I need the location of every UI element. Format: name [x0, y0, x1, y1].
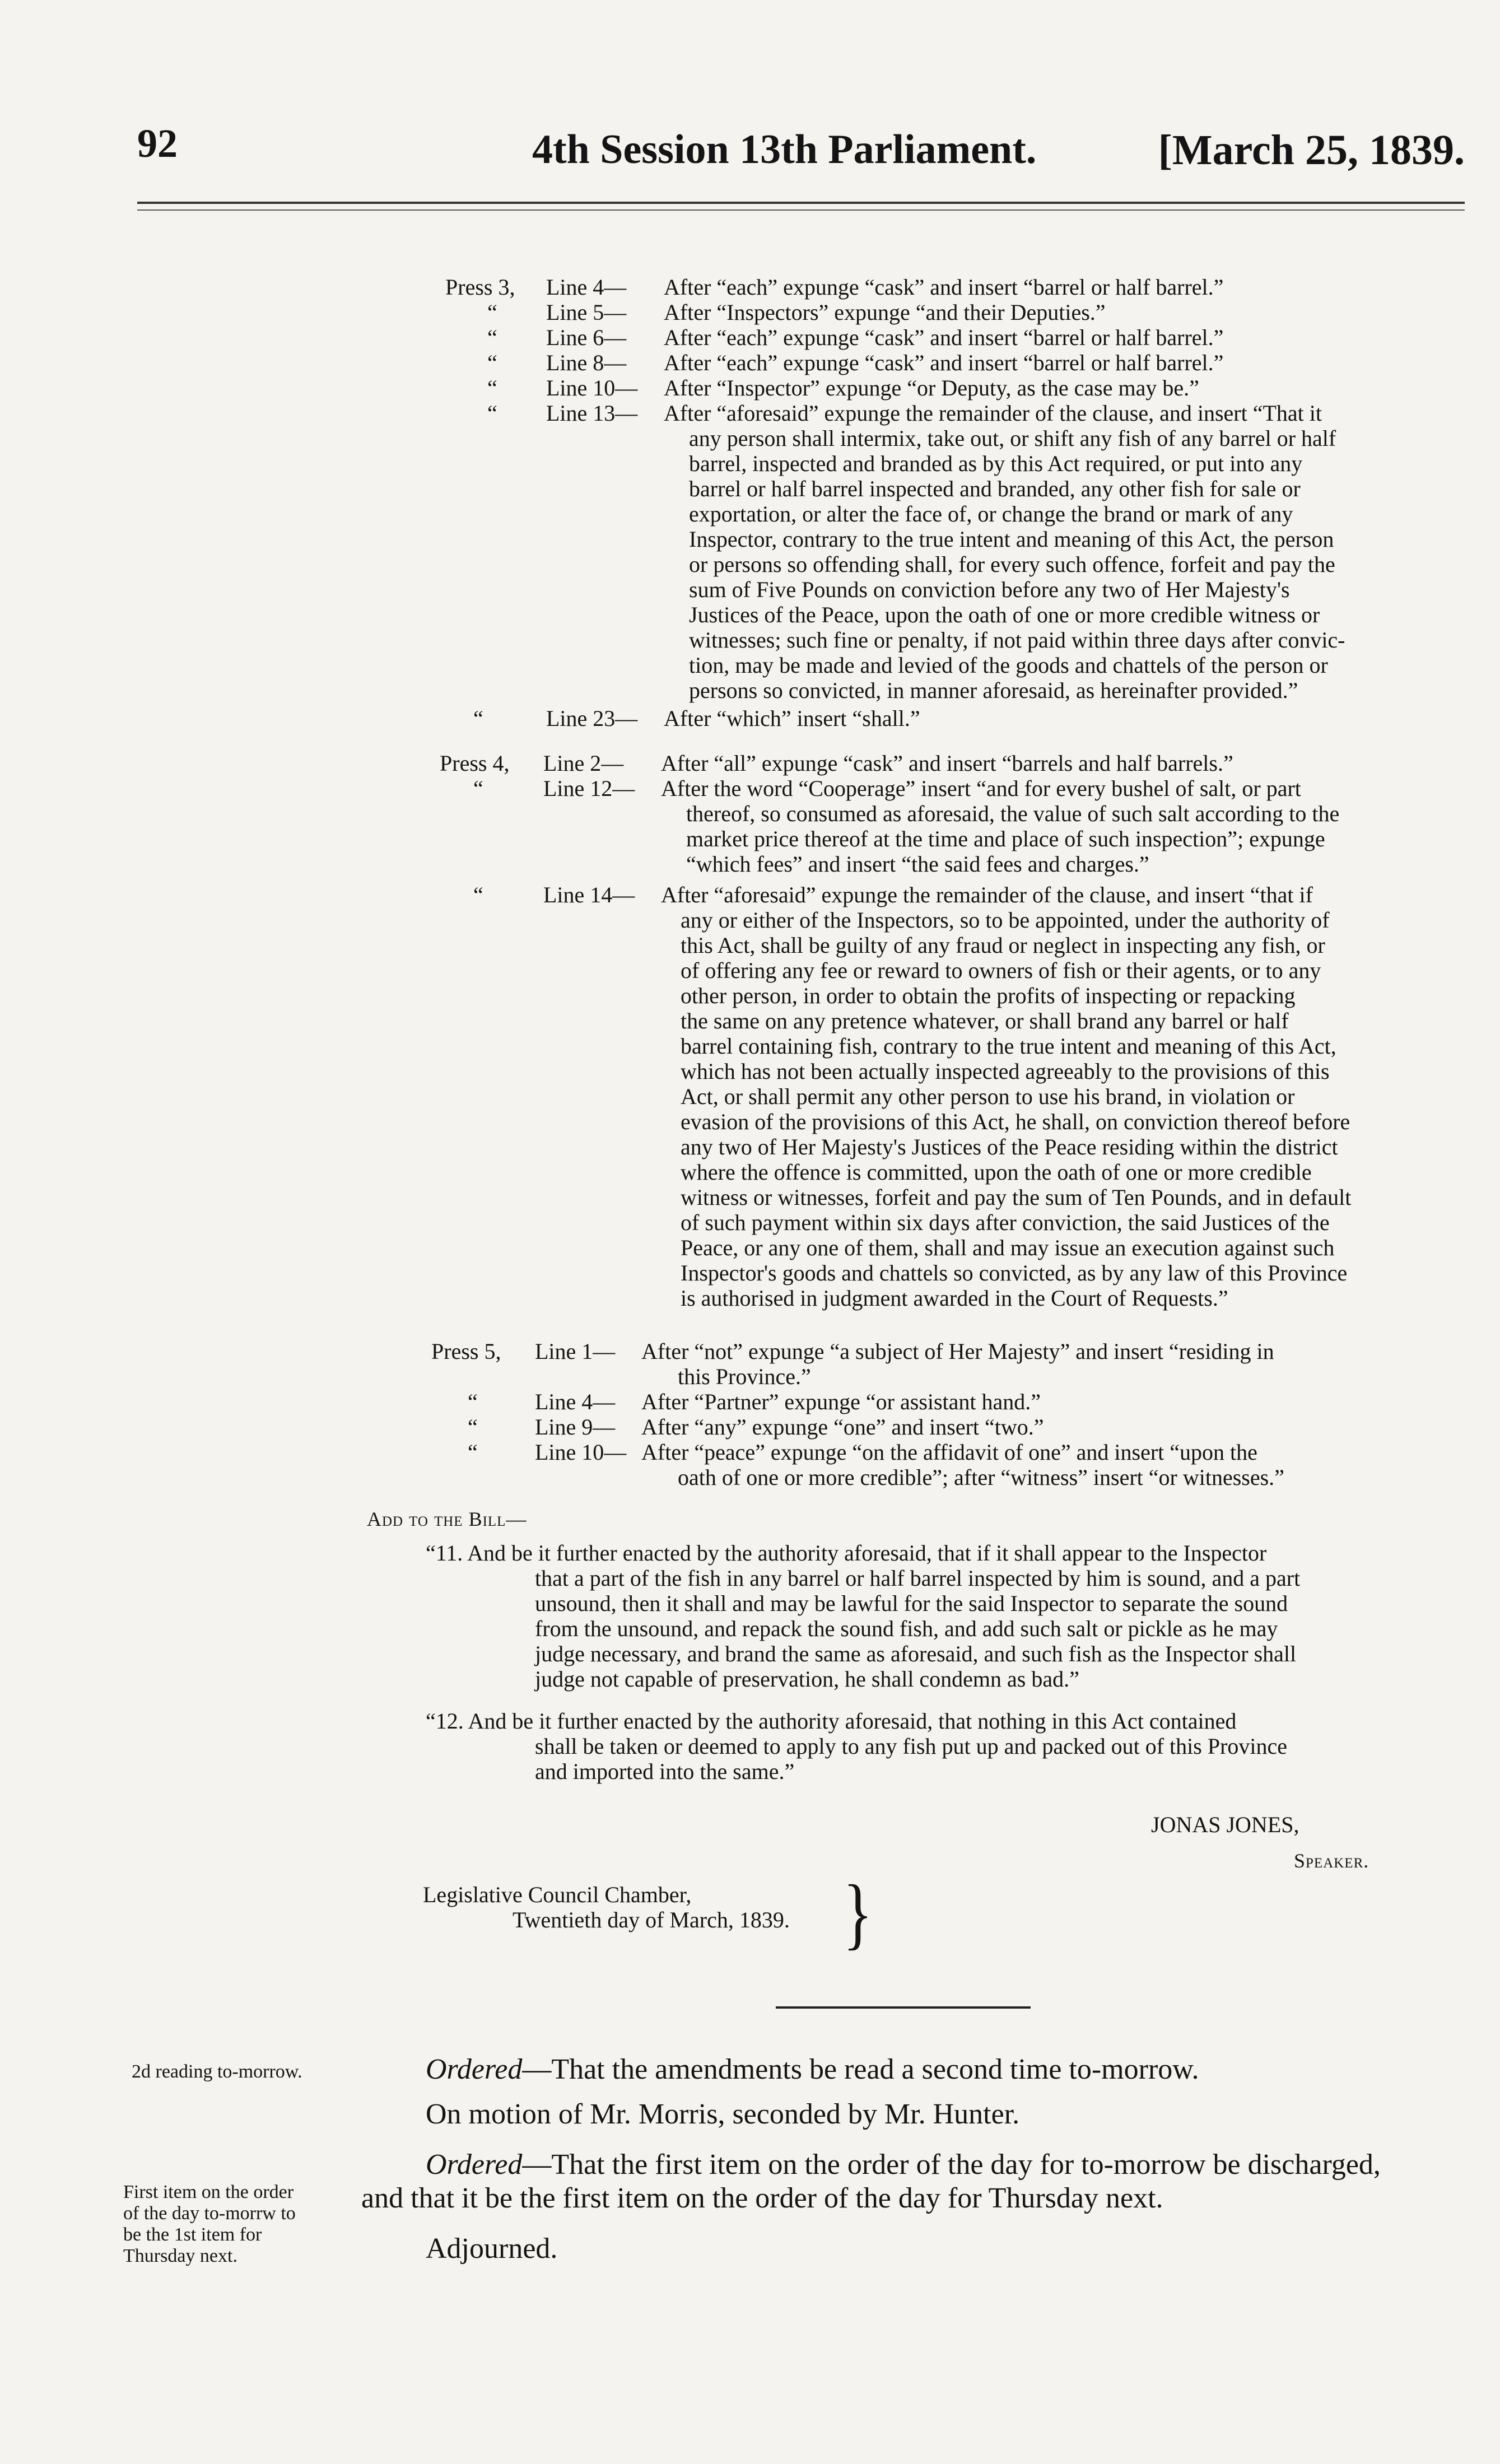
amendment-line	[431, 1440, 1257, 1465]
clause-12-body	[535, 1734, 1448, 1784]
order-text: —That the amendments be read a second time to-morrow.	[522, 2053, 1199, 2085]
ditto-mark: “	[468, 1440, 478, 1465]
line-label: Line 13—	[546, 400, 638, 426]
ditto-mark: “	[473, 706, 483, 731]
text-line: witness or witnesses, forfeit and pay the sum of Ten Pounds, and in default	[681, 1185, 1352, 1210]
margin-note-line: Thursday next.	[123, 2246, 237, 2266]
amendment-line	[440, 882, 1313, 907]
amendment-text: After “Partner” expunge “or assistant hand.”	[641, 1389, 1041, 1414]
margin-note-line: of the day to-morrw to	[123, 2203, 296, 2224]
amendment-continuation	[678, 1364, 1462, 1389]
text-line: from the unsound, and repack the sound fish, and add such salt or pickle as he may	[535, 1616, 1278, 1641]
ditto-mark: “	[468, 1414, 478, 1440]
amendment-text: After “each” expunge “cask” and insert “barrel or half barrel.”	[664, 325, 1224, 350]
ditto-mark: “	[487, 300, 497, 325]
amendment-text: After “peace” expunge “on the affidavit of one” and insert “upon the	[641, 1440, 1257, 1465]
margin-note-line: be the 1st item for	[123, 2224, 262, 2245]
text-line: barrel or half barrel inspected and branded, any other fish for sale or	[689, 476, 1301, 501]
text-line: unsound, then it shall and may be lawful for the said Inspector to separate the sound	[535, 1591, 1288, 1616]
adjourned-line: Adjourned.	[426, 2233, 558, 2265]
line-label: Line 4—	[535, 1389, 616, 1414]
ditto-mark: “	[487, 325, 497, 350]
speaker-name: JONAS JONES,	[1151, 1812, 1299, 1837]
press-label: Press 4,	[440, 751, 510, 776]
amendment-line	[445, 350, 1223, 375]
text-line: where the offence is committed, upon the oath of one or more credible	[681, 1159, 1312, 1185]
line-label: Line 8—	[546, 350, 627, 375]
press-label: Press 3,	[445, 274, 515, 300]
line-label: Line 14—	[543, 882, 635, 907]
line-label: Line 10—	[546, 375, 638, 400]
header-date: [March 25, 1839.	[1158, 127, 1465, 174]
amendment-text: After “each” expunge “cask” and insert “barrel or half barrel.”	[664, 274, 1224, 300]
section-divider	[776, 2006, 1031, 2009]
header-rule	[137, 202, 1465, 211]
line-label: Line 1—	[535, 1339, 616, 1364]
signature-place: Legislative Council Chamber,	[423, 1882, 692, 1907]
order-first-item	[426, 2148, 1381, 2182]
text-line: judge not capable of preservation, he shall condemn as bad.”	[535, 1666, 1079, 1692]
signature-date: Twentieth day of March, 1839.	[513, 1907, 790, 1932]
amendment-line	[431, 1414, 1044, 1440]
ordered-label: Ordered	[426, 2149, 523, 2181]
amendment-line	[440, 751, 1233, 776]
text-line: the same on any pretence whatever, or shall brand any barrel or half	[681, 1008, 1289, 1033]
text-line: which has not been actually inspected agreeably to the provisions of this	[681, 1059, 1330, 1084]
session-title: 4th Session 13th Parliament.	[532, 127, 1037, 173]
brace-mark: }	[843, 1868, 873, 1958]
text-line: witnesses; such fine or penalty, if not paid within three days after convic-	[689, 627, 1345, 653]
amendment-text: After the word “Cooperage” insert “and for every bushel of salt, or part	[661, 776, 1301, 801]
amendment-line	[431, 1389, 1041, 1414]
text-line: Inspector's goods and chattels so convicted, as by any law of this Province	[681, 1260, 1348, 1285]
text-line: tion, may be made and levied of the goods and chattels of the person or	[689, 653, 1328, 678]
ditto-mark: “	[487, 375, 497, 400]
amendment-text: After “any” expunge “one” and insert “two.”	[641, 1414, 1044, 1440]
clause-11-body	[535, 1566, 1448, 1692]
text-line: market price thereof at the time and place of such inspection”; expunge	[686, 826, 1325, 851]
text-line: persons so convicted, in manner aforesaid, as hereinafter provided.”	[689, 678, 1298, 703]
order-continuation: and that it be the first item on the order of the day for Thursday next.	[361, 2182, 1163, 2214]
amendment-text: After “which” insert “shall.”	[664, 706, 920, 731]
text-line: of such payment within six days after conviction, the said Justices of the	[681, 1210, 1330, 1235]
amendment-text: After “Inspector” expunge “or Deputy, as the case may be.”	[664, 375, 1199, 400]
amendment-line	[445, 274, 1223, 300]
text-line: this Act, shall be guilty of any fraud or neglect in inspecting any fish, or	[681, 933, 1325, 958]
line-label: Line 4—	[546, 274, 627, 300]
clause-12-first-line: “12. And be it further enacted by the authority aforesaid, that nothing in this Act contained	[426, 1708, 1237, 1734]
amendment-line	[445, 325, 1223, 350]
text-line: other person, in order to obtain the profits of inspecting or repacking	[681, 983, 1296, 1008]
ditto-mark: “	[473, 882, 483, 907]
page-header	[137, 120, 1465, 188]
line-label: Line 23—	[546, 706, 638, 731]
line-label: Line 10—	[535, 1440, 627, 1465]
motion-line: On motion of Mr. Morris, seconded by Mr. Hunter.	[426, 2098, 1020, 2130]
ditto-mark: “	[487, 350, 497, 375]
text-line: any two of Her Majesty's Justices of the Peace residing within the district	[681, 1134, 1338, 1159]
amendment-line	[431, 1339, 1274, 1364]
amendment-continuation	[678, 1465, 1462, 1490]
text-line: Inspector, contrary to the true intent and meaning of this Act, the person	[689, 527, 1334, 552]
amendment-continuation	[689, 426, 1468, 703]
page-number: 92	[137, 121, 178, 166]
amendment-continuation	[686, 801, 1468, 877]
text-line: that a part of the fish in any barrel or half barrel inspected by him is sound, and a part	[535, 1566, 1301, 1591]
line-label: Line 9—	[535, 1414, 616, 1440]
line-label: Line 2—	[543, 751, 624, 776]
add-to-bill-heading: Add to the Bill—	[367, 1508, 527, 1530]
text-line: this Province.”	[678, 1364, 811, 1389]
line-label: Line 5—	[546, 300, 627, 325]
text-line: of offering any fee or reward to owners of fish or their agents, or to any	[681, 958, 1321, 983]
text-line: “which fees” and insert “the said fees and charges.”	[686, 851, 1149, 877]
text-line: Justices of the Peace, upon the oath of one or more credible witness or	[689, 602, 1320, 627]
press-label: Press 5,	[431, 1339, 501, 1364]
amendment-line	[440, 776, 1301, 801]
text-line: or persons so offending shall, for every such offence, forfeit and pay the	[689, 552, 1335, 577]
amendment-line	[445, 375, 1199, 400]
text-line: oath of one or more credible”; after “witness” insert “or witnesses.”	[678, 1465, 1284, 1490]
text-line: and imported into the same.”	[535, 1759, 795, 1784]
margin-note-line: First item on the order	[123, 2182, 294, 2202]
margin-note	[123, 2182, 296, 2267]
text-line: is authorised in judgment awarded in the Court of Requests.”	[681, 1285, 1228, 1311]
ditto-mark: “	[468, 1389, 478, 1414]
text-line: any or either of the Inspectors, so to be appointed, under the authority of	[681, 907, 1330, 933]
text-line: judge necessary, and brand the same as aforesaid, and such fish as the Inspector shall	[535, 1641, 1297, 1666]
ordered-label: Ordered	[426, 2053, 523, 2085]
text-line: exportation, or alter the face of, or change the brand or mark of any	[689, 501, 1293, 527]
amendment-text: After “all” expunge “cask” and insert “barrels and half barrels.”	[661, 751, 1233, 776]
order-text: —That the first item on the order of the day for to-morrow be discharged,	[522, 2149, 1381, 2181]
text-line: evasion of the provisions of this Act, he shall, on conviction thereof before	[681, 1109, 1350, 1134]
amendment-text: After “aforesaid” expunge the remainder of the clause, and insert “That it	[664, 400, 1322, 426]
amendment-text: After “Inspectors” expunge “and their Deputies.”	[664, 300, 1106, 325]
clause-11-first-line: “11. And be it further enacted by the authority aforesaid, that if it shall appear to the Inspector	[426, 1540, 1267, 1566]
speaker-title: Speaker.	[1294, 1850, 1369, 1872]
text-line: Peace, or any one of them, shall and may issue an execution against such	[681, 1235, 1335, 1260]
amendment-text: After “not” expunge “a subject of Her Majesty” and insert “residing in	[641, 1339, 1274, 1364]
line-label: Line 6—	[546, 325, 627, 350]
text-line: shall be taken or deemed to apply to any fish put up and packed out of this Province	[535, 1734, 1288, 1759]
text-line: any person shall intermix, take out, or shift any fish of any barrel or half	[689, 426, 1336, 451]
text-line: barrel, inspected and branded as by this Act required, or put into any	[689, 451, 1303, 476]
ditto-mark: “	[487, 400, 497, 426]
amendment-line	[445, 400, 1322, 426]
amendment-continuation	[681, 907, 1468, 1311]
text-line: barrel containing fish, contrary to the true intent and meaning of this Act,	[681, 1033, 1336, 1059]
amendment-text: After “each” expunge “cask” and insert “barrel or half barrel.”	[664, 350, 1224, 375]
amendment-line	[445, 300, 1106, 325]
text-line: thereof, so consumed as aforesaid, the value of such salt according to the	[686, 801, 1340, 826]
ditto-mark: “	[473, 776, 483, 801]
amendment-text: After “aforesaid” expunge the remainder of the clause, and insert “that if	[661, 882, 1313, 907]
margin-note: 2d reading to-morrow.	[132, 2061, 302, 2082]
line-label: Line 12—	[543, 776, 635, 801]
amendment-line	[445, 706, 920, 731]
text-line: Act, or shall permit any other person to use his brand, in violation or	[681, 1084, 1295, 1109]
order-second-reading	[426, 2053, 1199, 2086]
text-line: sum of Five Pounds on conviction before any two of Her Majesty's	[689, 577, 1290, 602]
